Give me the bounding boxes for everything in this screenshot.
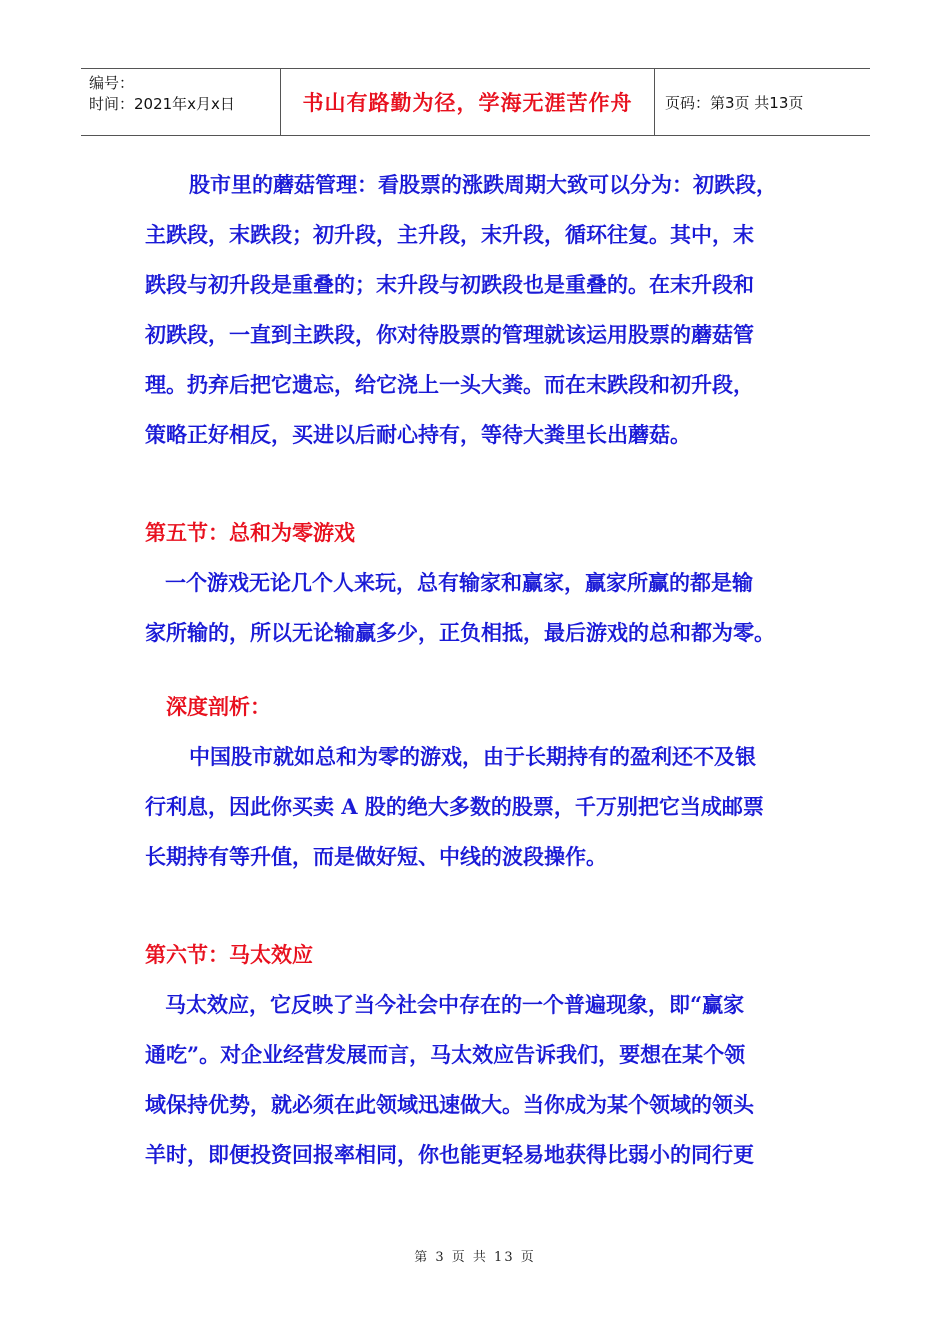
text-line: 通吃”。对企业经营发展而言，马太效应告诉我们，要想在某个领 (145, 1042, 746, 1067)
page-header (81, 68, 870, 136)
header-info-cell (81, 69, 281, 135)
page-footer: 第 3 页 共 13 页 (414, 1250, 536, 1265)
paragraph-analysis (145, 732, 810, 882)
text-line: 跌段与初升段是重叠的；末升段与初跌段也是重叠的。在末升段和 (145, 272, 754, 297)
text-line: 主跌段，末跌段；初升段，主升段，末升段，循环往复。其中，末 (145, 222, 754, 247)
analysis-title: 深度剖析： (166, 694, 271, 719)
text-line: 家所输的，所以无论输赢多少，正负相抵，最后游戏的总和都为零。 (145, 620, 775, 645)
text-line: 马太效应，它反映了当今社会中存在的一个普遍现象，即“赢家 (165, 992, 745, 1017)
header-motto: 书山有路勤为径，学海无涯苦作舟 (281, 69, 655, 135)
paragraph-matthew-effect (145, 980, 810, 1180)
text-line: 长期持有等升值，而是做好短、中线的波段操作。 (145, 844, 607, 869)
text-line: 初跌段，一直到主跌段，你对待股票的管理就该运用股票的蘑菇管 (145, 322, 754, 347)
text-line: 股市里的蘑菇管理：看股票的涨跌周期大致可以分为：初跌段， (189, 172, 777, 197)
section-5-title: 第五节：总和为零游戏 (145, 520, 355, 545)
text-line: 羊时，即便投资回报率相同，你也能更轻易地获得比弱小的同行更 (145, 1142, 754, 1167)
text-line: 中国股市就如总和为零的游戏，由于长期持有的盈利还不及银 (189, 744, 756, 769)
paragraph-zero-sum-game (145, 558, 810, 658)
text-line: 域保持优势，就必须在此领域迅速做大。当你成为某个领域的领头 (145, 1092, 754, 1117)
text-line: 一个游戏无论几个人来玩，总有输家和赢家，赢家所赢的都是输 (165, 570, 753, 595)
paragraph-mushroom-management (145, 160, 810, 460)
text-line: 理。扔弃后把它遗忘，给它浇上一头大粪。而在末跌段和初升段， (145, 372, 754, 397)
section-6-title: 第六节：马太效应 (145, 942, 313, 967)
document-number-label: 编号： (89, 74, 135, 92)
header-page-number: 页码：第3页 共13页 (665, 93, 804, 112)
document-time-label: 时间：2021年x月x日 (89, 95, 235, 113)
text-line: 行利息，因此你买卖 A 股的绝大多数的股票，千万别把它当成邮票 (145, 794, 764, 819)
text-line: 策略正好相反，买进以后耐心持有，等待大粪里长出蘑菇。 (145, 422, 691, 447)
